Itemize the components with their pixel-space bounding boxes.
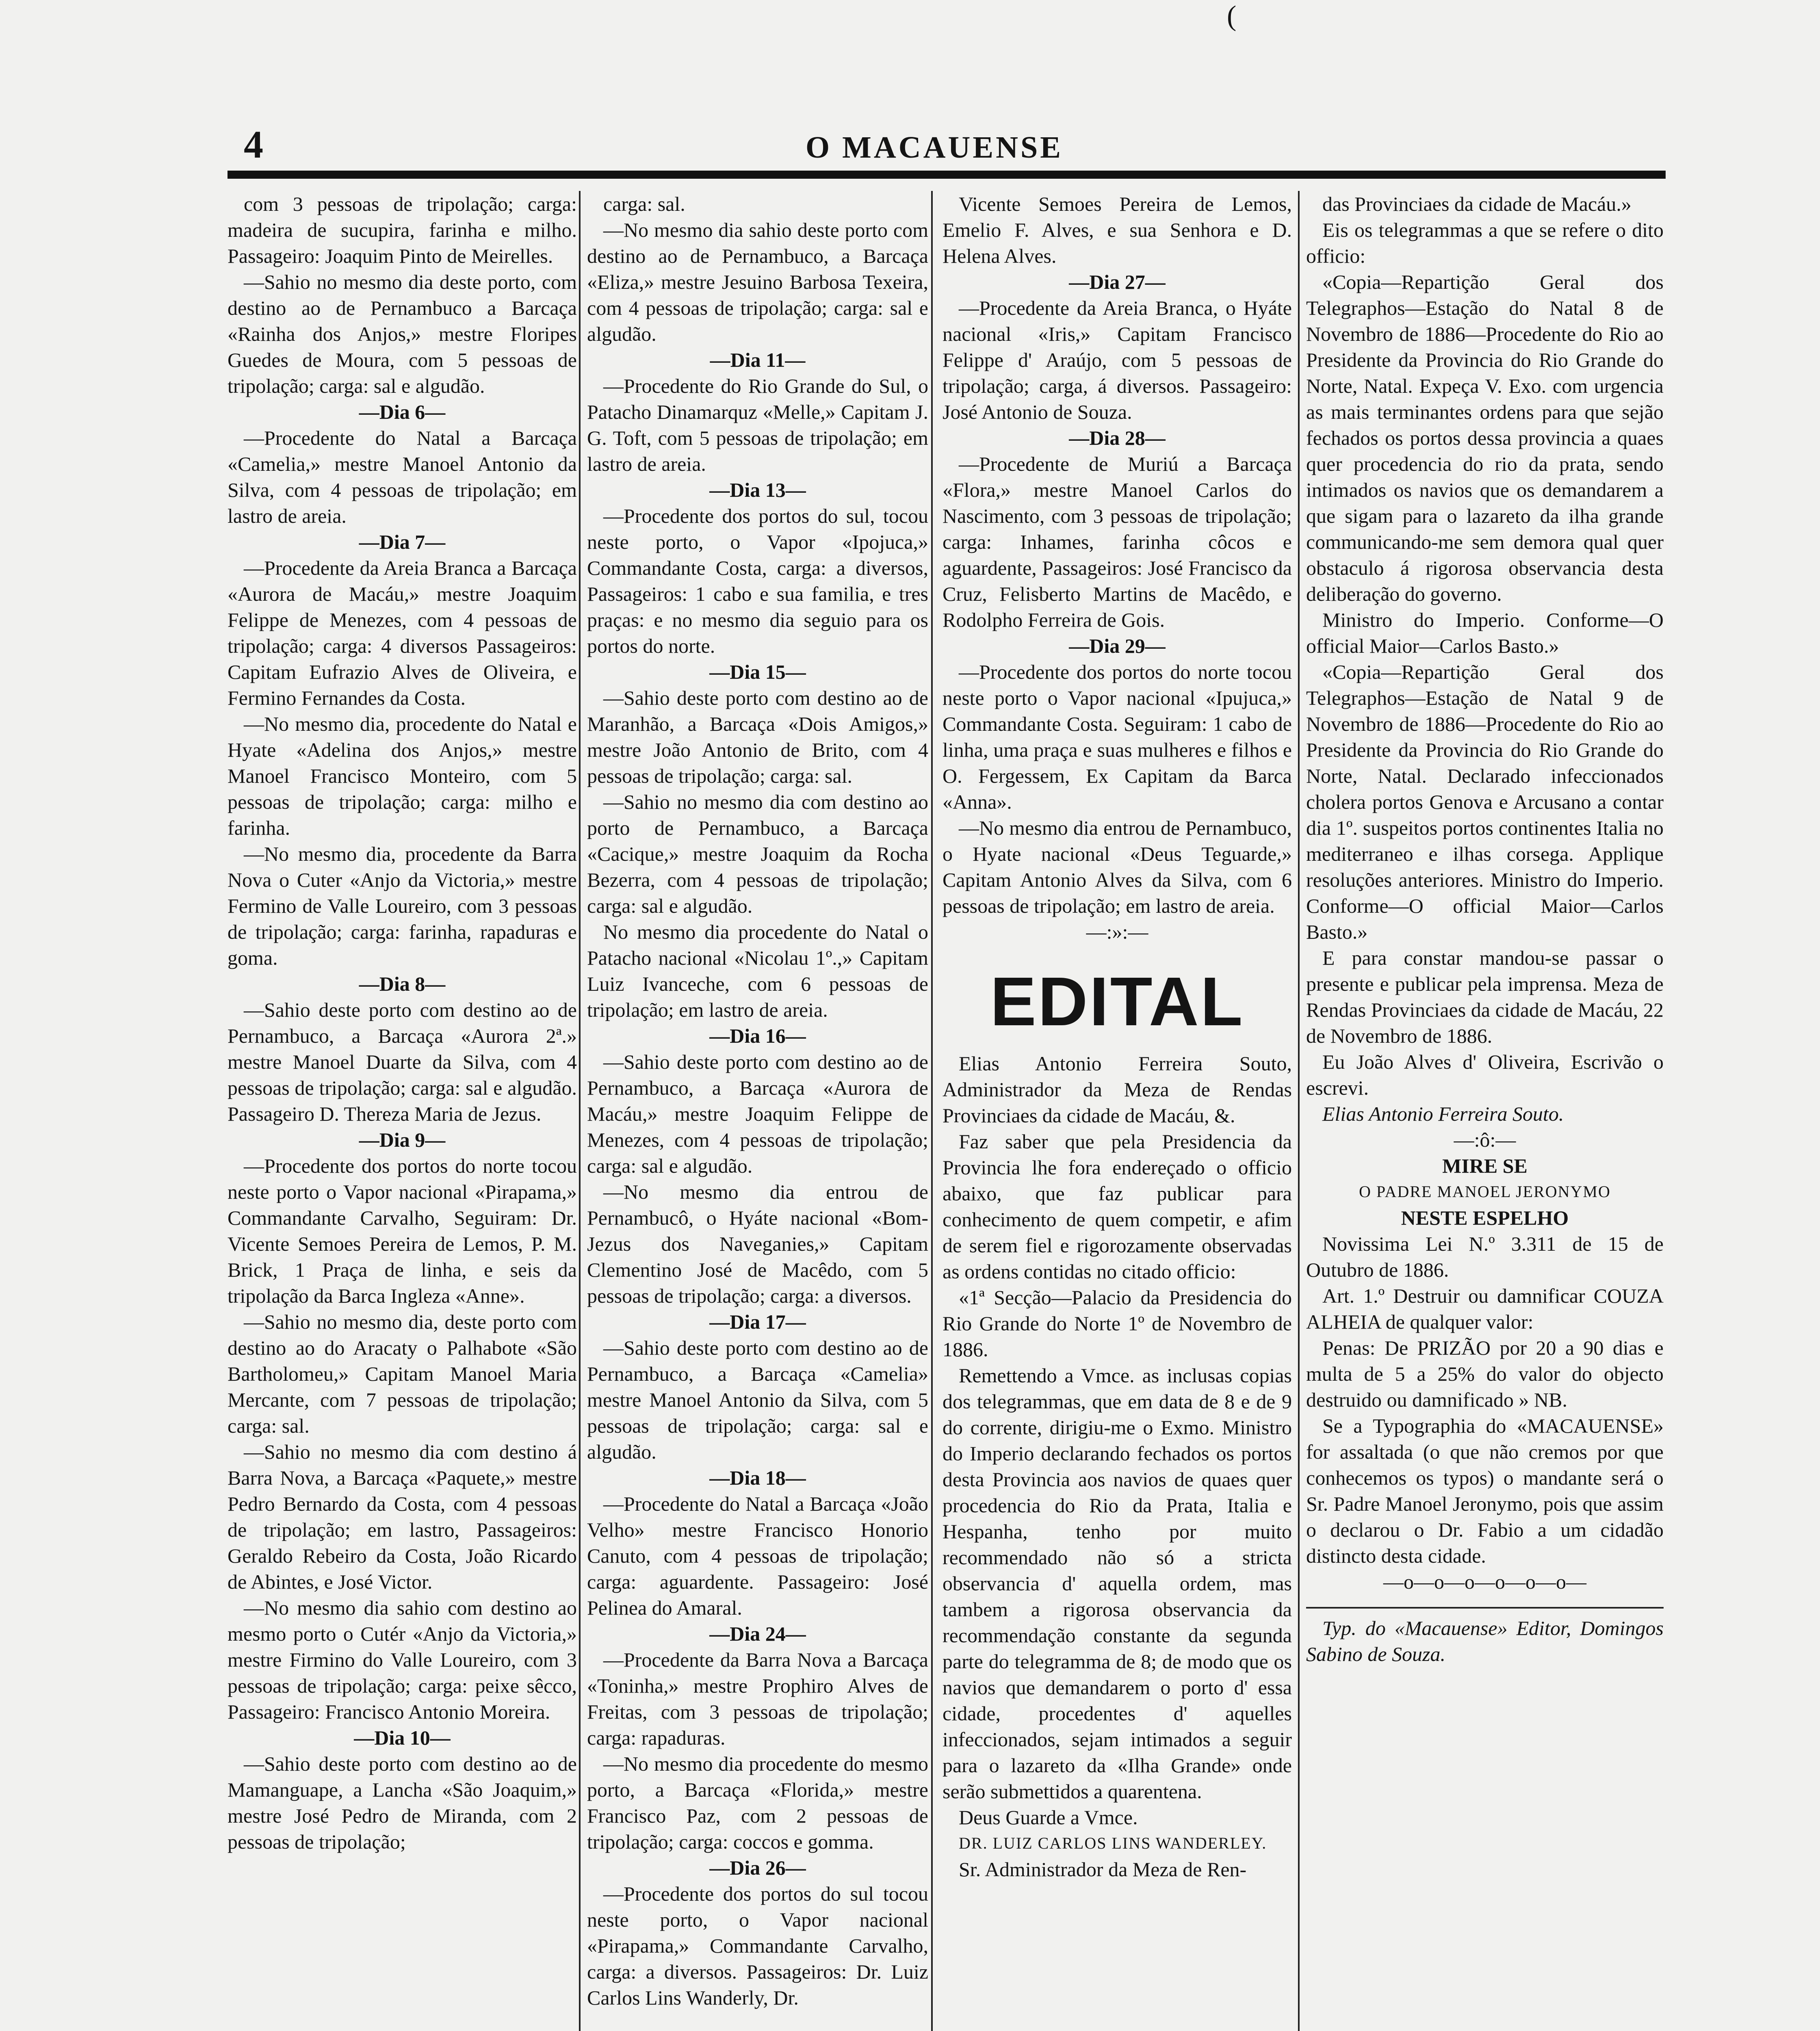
section-heading: —Dia 8—: [359, 972, 446, 995]
signature: Elias Antonio Ferreira Souto.: [1322, 1102, 1564, 1125]
section-heading: —Dia 13—: [709, 479, 806, 501]
section-heading: —Dia 9—: [359, 1128, 446, 1151]
article-paragraph: das Provinciaes da cidade de Macáu.»: [1322, 193, 1632, 215]
imprint-rule: [1306, 1607, 1664, 1609]
article-paragraph: —No mesmo dia entrou de Pernambuco, o Hyate nacional «Deus Teguarde,» Capitam Antonio Alves da Silva, com 6 pessoas de tripolação; em lastro de areia.: [942, 816, 1292, 917]
article-paragraph: No mesmo dia procedente do Natal o Patacho nacional «Nicolau 1º.,» Capitam Luiz Ivanceche, com 6 pessoas de tripolação; em lastro de areia.: [587, 920, 928, 1021]
article-paragraph: —Procedente da Areia Branca, o Hyáte nacional «Iris,» Capitam Francisco Felippe d' Araújo, com 5 pessoas de tripolação; carga, á diversos. Passageiro: José Antonio de Souza.: [942, 297, 1292, 423]
section-heading: —Dia 6—: [359, 401, 446, 423]
ornamental-divider: —o—o—o—o—o—o—: [1383, 1570, 1586, 1593]
column-3: [942, 191, 1292, 1882]
column-1: [228, 191, 577, 1855]
article-paragraph: —Sahio no mesmo dia deste porto, com destino ao de Pernambuco a Barcaça «Rainha dos Anjos,» mestre Floripes Guedes de Moura, com 5 pessoas de tripolação; carga: sal e algudão.: [228, 271, 577, 397]
section-heading: —Dia 18—: [709, 1466, 806, 1489]
ornamental-divider: —:ô:—: [1454, 1128, 1516, 1151]
article-paragraph: —No mesmo dia sahio deste porto com destino ao de Pernambuco, a Barcaça «Eliza,» mestre Jesuino Barbosa Texeira, com 4 pessoas de tripolação; carga: sal e algudão.: [587, 219, 928, 345]
section-heading: —Dia 24—: [709, 1622, 806, 1645]
article-paragraph: «Copia—Repartição Geral dos Telegraphos—Estação de Natal 9 de Novembro de 1886—Procedente do Rio ao Presidente da Provincia do Rio Grande do Norte, Natal. Declarado infeccionados cholera portos Genova e Arcusano a contar dia 1º. suspeitos portos continentes Italia no mediterraneo e ilhas corsega. Applique resoluções anteriores. Ministro do Imperio. Conforme—O official Maior—Carlos Basto.»: [1306, 660, 1664, 943]
ornamental-divider: —:»:—: [1086, 920, 1148, 943]
signature-name: O PADRE MANOEL JERONYMO: [1359, 1182, 1611, 1201]
section-heading: —Dia 29—: [1069, 634, 1166, 657]
section-heading: —Dia 15—: [709, 660, 806, 683]
article-paragraph: Remettendo a Vmce. as inclusas copias dos telegrammas, que em data de 8 e de 9 do corrente, dirigiu-me o Exmo. Ministro do Imperio declarando fechados os portos desta Provincia aos navios de quaes quer procedencia do Rio da Prata, Italia e Hespanha, tenho por muito recommendado não só a stricta observancia d' aquella ordem, mas tambem a rigorosa observancia da recommendação constante da segunda parte do telegramma de 8; de modo que os navios que demandarem o porto d' essa cidade, procedentes d' aquelles infeccionados, sejam intimados a seguir para o lazareto da «Ilha Grande» onde serão submettidos a quarentena.: [942, 1364, 1292, 1803]
article-paragraph: —No mesmo dia sahio com destino ao mesmo porto o Cutér «Anjo da Victoria,» mestre Firmino do Valle Loureiro, com 3 pessoas de tripolação; carga: peixe sêcco, Passageiro: Francisco Antonio Moreira.: [228, 1596, 577, 1723]
article-paragraph: —Procedente da Areia Branca a Barcaça «Aurora de Macáu,» mestre Joaquim Felippe de Menezes, com 4 pessoas de tripolação; carga: 4 diversos Passageiros: Capitam Eufrazio Alves de Oliveira, e Fermino Fernandes da Costa.: [228, 556, 577, 709]
article-paragraph: Elias Antonio Ferreira Souto, Administrador da Meza de Rendas Provinciaes da cidade de Macáu, &.: [942, 1052, 1292, 1127]
article-paragraph: —Sahio deste porto com destino ao de Maranhão, a Barcaça «Dois Amigos,» mestre João Antonio de Brito, com 4 pessoas de tripolação; carga: sal.: [587, 686, 928, 787]
section-heading: —Dia 10—: [354, 1726, 451, 1749]
article-paragraph: —No mesmo dia entrou de Pernambucô, o Hyáte nacional «Bom-Jezus dos Naveganies,» Capitam Clementino José de Macêdo, com 5 pessoas de tripolação; carga: a diversos.: [587, 1180, 928, 1307]
column-divider: [579, 191, 581, 2031]
column-divider: [931, 191, 933, 2031]
article-paragraph: —Procedente da Barra Nova a Barcaça «Toninha,» mestre Prophiro Alves de Freitas, com 3 pessoas de tripolação; carga: rapaduras.: [587, 1648, 928, 1749]
article-paragraph: —Procedente dos portos do sul, tocou neste porto, o Vapor «Ipojuca,» Commandante Costa, carga: a diversos, Passageiros: 1 cabo e sua familia, e tres praças: e no mesmo dia seguio para os portos do norte.: [587, 505, 928, 657]
section-heading: —Dia 16—: [709, 1024, 806, 1047]
edital-title: EDITAL: [990, 963, 1244, 1040]
article-paragraph: —Sahio deste porto com destino ao de Mamanguape, a Lancha «São Joaquim,» mestre José Pedro de Miranda, com 2 pessoas de tripolação;: [228, 1752, 577, 1853]
article-paragraph: —Sahio no mesmo dia com destino ao porto de Pernambuco, a Barcaça «Cacique,» mestre Joaquim da Rocha Bezerra, com 4 pessoas de tripolação; carga: sal e algudão.: [587, 790, 928, 917]
printer-imprint: Typ. do «Macauense» Editor, Domingos Sabino de Souza.: [1306, 1617, 1664, 1665]
section-heading: NESTE ESPELHO: [1401, 1206, 1569, 1229]
article-paragraph: —No mesmo dia, procedente da Barra Nova o Cuter «Anjo da Victoria,» mestre Fermino de Valle Loureiro, com 3 pessoas de tripolação; carga: farinha, rapaduras e goma.: [228, 842, 577, 969]
article-paragraph: —Sahio no mesmo dia com destino á Barra Nova, a Barcaça «Paquete,» mestre Pedro Bernardo da Costa, com 4 pessoas de tripolação; em lastro, Passageiros: Geraldo Rebeiro da Costa, João Ricardo de Abintes, e José Victor.: [228, 1440, 577, 1593]
article-paragraph: —No mesmo dia procedente do mesmo porto, a Barcaça «Florida,» mestre Francisco Paz, com 2 pessoas de tripolação; carga: coccos e gomma.: [587, 1752, 928, 1853]
article-paragraph: Novissima Lei N.º 3.311 de 15 de Outubro de 1886.: [1306, 1232, 1664, 1281]
article-paragraph: Ministro do Imperio. Conforme—O official Maior—Carlos Basto.»: [1306, 608, 1664, 657]
article-paragraph: Eu João Alves d' Oliveira, Escrivão o escrevi.: [1306, 1050, 1664, 1099]
article-paragraph: —Procedente dos portos do norte tocou neste porto o Vapor nacional «Pirapama,» Commandante Carvalho, Seguiram: Dr. Vicente Semoes Pereira de Lemos, P. M. Brick, 1 Praça de linha, e seis da tripolação da Barca Ingleza «Anne».: [228, 1154, 577, 1307]
section-heading: —Dia 17—: [709, 1310, 806, 1333]
article-paragraph: carga: sal.: [603, 193, 685, 215]
signature-name: DR. LUIZ CARLOS LINS WANDERLEY.: [959, 1834, 1267, 1852]
article-paragraph: —Procedente dos portos do norte tocou neste porto o Vapor nacional «Ipujuca,» Commandante Costa. Seguiram: 1 cabo de linha, uma praça e suas mulheres e filhos e O. Fergessem, Ex Capitam da Barca «Anna».: [942, 660, 1292, 813]
article-paragraph: «Copia—Repartição Geral dos Telegraphos—Estação do Natal 8 de Novembro de 1886—Procedente do Rio ao Presidente da Provincia do Rio Grande do Norte, Natal. Expeça V. Exo. com urgencia as mais terminantes ordens para que sejão fechados os portos dessa provincia a quaes quer procedencia do rio da prata, sendo intimados os navios que os demandarem a que sigam para o lazareto da ilha grande communicando-me sem demora qual quer obstaculo á rigorosa observancia desta deliberação do governo.: [1306, 271, 1664, 605]
article-paragraph: Faz saber que pela Presidencia da Provincia lhe fora endereçado o officio abaixo, que faz publicar para conhecimento de quem competir, e afim de serem fiel e rigorozamente observadas as ordens contidas no citado officio:: [942, 1130, 1292, 1283]
article-paragraph: Deus Guarde a Vmce.: [959, 1806, 1138, 1829]
newspaper-masthead: O MACAUENSE: [806, 130, 1063, 165]
article-paragraph: «1ª Secção—Palacio da Presidencia do Rio Grande do Norte 1º de Novembro de 1886.: [942, 1286, 1292, 1361]
article-paragraph: Art. 1.º Destruir ou damnificar COUZA ALHEIA de qualquer valor:: [1306, 1284, 1664, 1333]
article-paragraph: Vicente Semoes Pereira de Lemos, Emelio F. Alves, e sua Senhora e D. Helena Alves.: [942, 193, 1292, 267]
article-paragraph: —No mesmo dia, procedente do Natal e Hyate «Adelina dos Anjos,» mestre Manoel Francisco Monteiro, com 5 pessoas de tripolação; carga: milho e farinha.: [228, 712, 577, 839]
section-heading: —Dia 26—: [709, 1856, 806, 1879]
article-paragraph: Se a Typographia do «MACAUENSE» for assaltada (o que não cremos por que conhecemos os typos) o mandante será o Sr. Padre Manoel Jeronymo, pois que assim o declarou o Dr. Fabio a um cidadão distincto desta cidade.: [1306, 1414, 1664, 1567]
column-divider: [1298, 191, 1300, 2031]
section-heading: —Dia 11—: [710, 349, 806, 371]
article-paragraph: E para constar mandou-se passar o presente e publicar pela imprensa. Meza de Rendas Provinciaes da cidade de Macáu, 22 de Novembro de 1886.: [1306, 946, 1664, 1047]
article-paragraph: Eis os telegrammas a que se refere o dito officio:: [1306, 219, 1664, 267]
article-paragraph: —Procedente do Natal a Barcaça «Camelia,» mestre Manoel Antonio da Silva, com 4 pessoas de tripolação; em lastro de areia.: [228, 427, 577, 527]
section-heading: —Dia 7—: [359, 530, 446, 553]
section-heading: —Dia 28—: [1069, 427, 1166, 449]
article-paragraph: —Sahio no mesmo dia, deste porto com destino ao do Aracaty o Palhabote «São Bartholomeu,» Capitam Manoel Maria Mercante, com 7 pessoas de tripolação; carga: sal.: [228, 1310, 577, 1437]
article-paragraph: —Procedente do Natal a Barcaça «João Velho» mestre Francisco Honorio Canuto, com 4 pessoas de tripolação; carga: aguardente. Passageiro: José Pelinea do Amaral.: [587, 1492, 928, 1619]
article-paragraph: —Procedente de Muriú a Barcaça «Flora,» mestre Manoel Carlos do Nascimento, com 3 pessoas de tripolação; carga: Inhames, farinha côcos e aguardente, Passageiros: José Francisco da Cruz, Felisberto Martins de Macêdo, e Rodolpho Ferreira de Gois.: [942, 453, 1292, 631]
article-paragraph: —Procedente do Rio Grande do Sul, o Patacho Dinamarquz «Melle,» Capitam J. G. Toft, com 5 pessoas de tripolação; em lastro de areia.: [587, 375, 928, 475]
column-4: [1306, 191, 1664, 1667]
section-heading: MIRE SE: [1442, 1154, 1528, 1177]
article-paragraph: —Sahio deste porto com destino ao de Pernambuco, a Barcaça «Aurora de Macáu,» mestre Joaquim Felippe de Menezes, com 4 pessoas de tripolação; carga: sal e algudão.: [587, 1050, 928, 1177]
article-paragraph: —Sahio deste porto com destino ao de Pernambuco, a Barcaça «Camelia» mestre Manoel Antonio da Silva, com 5 pessoas de tripolação; carga: sal e algudão.: [587, 1336, 928, 1463]
header-rule: [228, 171, 1666, 179]
article-paragraph: Sr. Administrador da Meza de Ren-: [959, 1858, 1247, 1881]
section-heading: —Dia 27—: [1069, 271, 1166, 293]
column-2: [587, 191, 928, 2011]
article-paragraph: —Sahio deste porto com destino ao de Pernambuco, a Barcaça «Aurora 2ª.» mestre Manoel Duarte da Silva, com 4 pessoas de tripolação; carga: sal e algudão. Passageiro D. Thereza Maria de Jezus.: [228, 998, 577, 1125]
article-paragraph: Penas: De PRIZÃO por 20 a 90 dias e multa de 5 a 25% do valor do objecto destruido ou damnificado » NB.: [1306, 1336, 1664, 1411]
page-number: 4: [244, 123, 263, 166]
margin-mark: (: [1227, 0, 1237, 32]
article-paragraph: com 3 pessoas de tripolação; carga: madeira de sucupira, farinha e milho. Passageiro: Joaquim Pinto de Meirelles.: [228, 193, 577, 267]
article-paragraph: —Procedente dos portos do sul tocou neste porto, o Vapor nacional «Pirapama,» Commandante Carvalho, carga: a diversos. Passageiros: Dr. Luiz Carlos Lins Wanderly, Dr.: [587, 1882, 928, 2009]
